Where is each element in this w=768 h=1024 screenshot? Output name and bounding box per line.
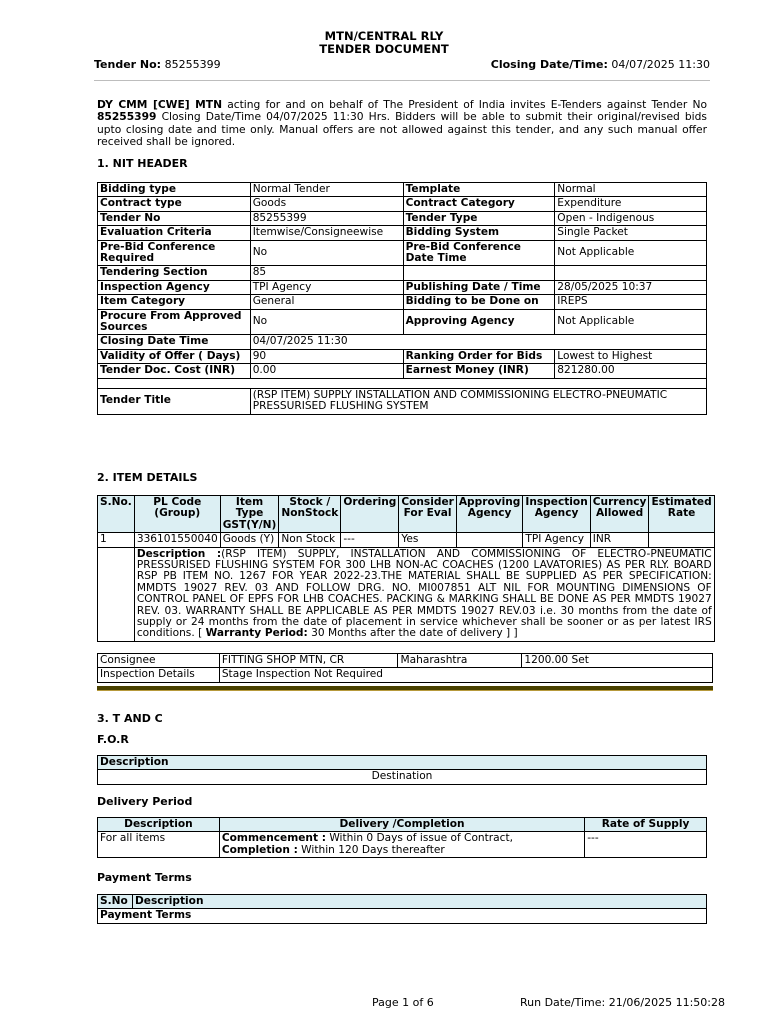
intro-tender-no: 85255399 (97, 110, 157, 124)
nit-row (98, 335, 707, 349)
consignee-table (97, 653, 713, 683)
item-cell (456, 533, 523, 547)
delivery-header-row (98, 818, 707, 832)
nit-value: Open - Indigenous (555, 211, 707, 225)
intro-text-1: acting for and on behalf of The President of India invites E-Tenders against Tender No (222, 98, 707, 111)
org-title: MTN/CENTRAL RLY (324, 29, 444, 43)
col-header: Approving Agency (456, 496, 523, 533)
intro-org: DY CMM [CWE] MTN (97, 98, 223, 111)
nit-key: Tendering Section (98, 266, 251, 280)
col-header: Item Type GST(Y/N) (220, 496, 279, 533)
run-datetime: Run Date/Time: 21/06/2025 11:50:28 (520, 996, 726, 1009)
nit-empty-cell (98, 378, 707, 388)
col-header: Consider For Eval (399, 496, 457, 533)
item-cell: 336101550040 (134, 533, 220, 547)
nit-value: 90 (250, 349, 403, 363)
nit-value: 821280.00 (555, 364, 707, 378)
col-header: Currency Allowed (590, 496, 649, 533)
nit-value: Normal Tender (250, 183, 403, 197)
nit-value: Goods (250, 197, 403, 211)
nit-row (98, 197, 707, 211)
nit-key: Procure From Approved Sources (98, 309, 251, 335)
section-item-details: 2. ITEM DETAILS (97, 471, 198, 484)
for-value: Destination (98, 770, 707, 784)
nit-key: Tender No (98, 211, 251, 225)
nit-key: Bidding to be Done on (403, 295, 555, 309)
document-title: TENDER DOCUMENT (319, 42, 449, 56)
consignee-state: Maharashtra (398, 654, 522, 668)
item-row (98, 533, 715, 547)
nit-row (98, 226, 707, 240)
closing-label: Closing Date/Time: (490, 58, 608, 71)
completion-text: Within 120 Days thereafter (297, 843, 445, 856)
col-header: Description (132, 895, 706, 909)
for-heading: F.O.R (97, 733, 129, 746)
item-description (134, 547, 714, 641)
tender-meta (94, 58, 710, 71)
inspection-value: Stage Inspection Not Required (219, 668, 712, 682)
closing-value: 04/07/2025 11:30 (611, 58, 710, 71)
payment-terms-label: Payment Terms (98, 909, 707, 923)
nit-key: Inspection Agency (98, 280, 251, 294)
col-header: Estimated Rate (649, 496, 714, 533)
item-cell: TPI Agency (523, 533, 590, 547)
tender-no-value: 85255399 (164, 58, 221, 71)
for-table (97, 755, 707, 785)
col-header: Inspection Agency (523, 496, 590, 533)
nit-row (98, 240, 707, 266)
page-number: Page 1 of 6 (372, 996, 434, 1009)
item-cell (649, 533, 714, 547)
tender-title-key: Tender Title (98, 388, 251, 414)
delivery-heading: Delivery Period (97, 795, 193, 808)
nit-value: IREPS (555, 295, 707, 309)
item-end-bar (97, 686, 713, 691)
nit-key: Earnest Money (INR) (403, 364, 555, 378)
nit-key: Tender Doc. Cost (INR) (98, 364, 251, 378)
inspection-row (98, 668, 713, 682)
nit-value: Normal (555, 183, 707, 197)
for-row (98, 770, 707, 784)
nit-row (98, 295, 707, 309)
item-description-row (98, 547, 715, 641)
consignee-label: Consignee (98, 654, 220, 668)
tender-no-label: Tender No: (94, 58, 162, 71)
col-header: Stock / NonStock (279, 496, 341, 533)
commencement-text: Within 0 Days of issue of Contract, (325, 832, 513, 845)
item-cell: Goods (Y) (220, 533, 279, 547)
nit-value: No (250, 240, 403, 266)
item-empty-cell (98, 547, 135, 641)
nit-spacer-row (98, 378, 707, 388)
rate-of-supply: --- (585, 832, 707, 858)
col-header: PL Code (Group) (134, 496, 220, 533)
payment-heading: Payment Terms (97, 871, 192, 884)
nit-value: Itemwise/Consigneewise (250, 226, 403, 240)
item-header-row (98, 496, 715, 533)
nit-key: Bidding System (403, 226, 555, 240)
nit-key: Closing Date Time (98, 335, 251, 349)
nit-key: Pre-Bid Conference Date Time (403, 240, 555, 266)
item-cell: --- (341, 533, 399, 547)
item-cell: INR (590, 533, 649, 547)
col-header: Rate of Supply (585, 818, 707, 832)
nit-key: Contract type (98, 197, 251, 211)
nit-value: Not Applicable (555, 309, 707, 335)
col-header: Ordering (341, 496, 399, 533)
for-header: Description (98, 756, 707, 770)
nit-value: TPI Agency (250, 280, 403, 294)
delivery-desc: For all items (98, 832, 220, 858)
warranty-label: Warranty Period: (205, 627, 308, 640)
nit-key: Ranking Order for Bids (403, 349, 555, 363)
nit-header-table (97, 182, 707, 415)
nit-row (98, 280, 707, 294)
nit-value: 0.00 (250, 364, 403, 378)
nit-row (98, 309, 707, 335)
nit-row (98, 211, 707, 225)
payment-table (97, 894, 707, 924)
delivery-completion (219, 832, 584, 858)
warranty-text: 30 Months after the date of delivery ] ] (307, 627, 518, 640)
nit-value: Expenditure (555, 197, 707, 211)
nit-value: 85255399 (250, 211, 403, 225)
col-header: Description (98, 818, 220, 832)
nit-value: No (250, 309, 403, 335)
delivery-table (97, 817, 707, 858)
inspection-label: Inspection Details (98, 668, 220, 682)
item-cell: 1 (98, 533, 135, 547)
nit-empty-cell (555, 266, 707, 280)
section-t-and-c: 3. T AND C (97, 712, 163, 725)
nit-row (98, 183, 707, 197)
consignee-qty: 1200.00 Set (522, 654, 713, 668)
nit-key: Evaluation Criteria (98, 226, 251, 240)
nit-key: Pre-Bid Conference Required (98, 240, 251, 266)
nit-value: 85 (250, 266, 403, 280)
description-text: (RSP ITEM) SUPPLY, INSTALLATION AND COMMISSIONING OF ELECTRO-PNEUMATIC PRESSURISED FLUSHING SYSTEM FOR 300 LHB NON-AC COACHES (1200 LAVATORIES) AS PER RLY. BOARD RSP PB ITEM NO. 1267 FOR YEAR 2022-23.THE MATERIAL SHALL BE SUPPLIED AS PER SPECIFICATION: MMDTS 19027 REV. 03 AND FOLLOW DRG. NO. MI007851 ALT NIL FOR MOUNTING DIMENSIONS OF CONTROL PANEL OF EPFS FOR LHB COACHES. PACKING & MARKING SHALL BE DONE AS PER MMDTS 19027 REV. 03. WARRANTY SHALL BE APPLICABLE AS PER MMDTS 19027 REV.03 i.e. 30 months from the date of supply or 24 months from the date of placement in service whichever shall be sooner or as per latest IRS conditions. [ (136, 547, 712, 640)
consignee-row (98, 654, 713, 668)
section-nit-header: 1. NIT HEADER (97, 157, 188, 170)
commencement-label: Commencement : (221, 832, 326, 845)
col-header: S.No. (98, 496, 135, 533)
nit-key: Tender Type (403, 211, 555, 225)
payment-header-row (98, 895, 707, 909)
intro-paragraph (97, 99, 707, 148)
col-header: S.No (98, 895, 133, 909)
item-details-table (97, 495, 715, 642)
nit-value: Lowest to Highest (555, 349, 707, 363)
description-label: Description : (136, 547, 222, 560)
nit-key: Contract Category (403, 197, 555, 211)
closing-meta (491, 58, 710, 71)
nit-value: Not Applicable (555, 240, 707, 266)
nit-key: Approving Agency (403, 309, 555, 335)
nit-value: Single Packet (555, 226, 707, 240)
for-header-row (98, 756, 707, 770)
nit-row (98, 364, 707, 378)
nit-value: 28/05/2025 10:37 (555, 280, 707, 294)
nit-key: Bidding type (98, 183, 251, 197)
nit-key: Validity of Offer ( Days) (98, 349, 251, 363)
nit-key: Publishing Date / Time (403, 280, 555, 294)
nit-row (98, 388, 707, 414)
intro-text-2: Closing Date/Time 04/07/2025 11:30 Hrs. Bidders will be able to submit their original/revised bids upto closing date and time only. Manual offers are not allowed against this tender, and any such manual offer received shall be ignored. (97, 110, 707, 148)
nit-row (98, 349, 707, 363)
nit-key: Item Category (98, 295, 251, 309)
header-divider (94, 80, 710, 81)
completion-label: Completion : (221, 843, 298, 856)
consignee-value: FITTING SHOP MTN, CR (219, 654, 398, 668)
item-cell: Yes (399, 533, 457, 547)
nit-value: 04/07/2025 11:30 (250, 335, 706, 349)
col-header: Delivery /Completion (219, 818, 584, 832)
nit-empty-cell (403, 266, 555, 280)
nit-key: Template (403, 183, 555, 197)
tender-title-value: (RSP ITEM) SUPPLY INSTALLATION AND COMMISSIONING ELECTRO-PNEUMATIC PRESSURISED FLUSHING SYSTEM (250, 388, 706, 414)
item-cell: Non Stock (279, 533, 341, 547)
nit-value: General (250, 295, 403, 309)
payment-row (98, 909, 707, 923)
nit-row (98, 266, 707, 280)
delivery-row (98, 832, 707, 858)
